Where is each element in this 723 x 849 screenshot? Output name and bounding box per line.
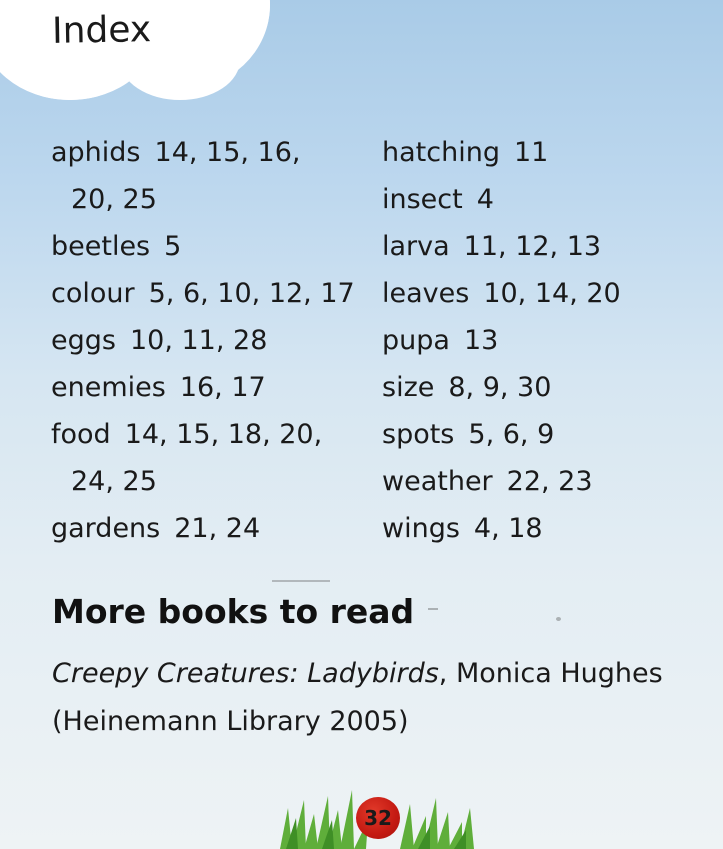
paper-speck [272, 580, 330, 582]
index-term: gardens [51, 513, 161, 544]
index-term: aphids [51, 137, 141, 168]
index-pages: 4 [476, 184, 494, 215]
index-term: spots [382, 419, 455, 450]
index-entry [382, 181, 682, 228]
index-list [51, 134, 691, 557]
index-entry [51, 416, 382, 463]
index-term: size [382, 372, 435, 403]
index-entry [382, 275, 682, 322]
index-pages: 10, 11, 28 [129, 325, 268, 356]
index-pages: 22, 23 [506, 466, 593, 497]
index-pages: 20, 25 [71, 184, 157, 215]
book-author: , Monica Hughes [438, 658, 663, 689]
index-term: enemies [51, 372, 166, 403]
page-number-badge: 32 [356, 797, 400, 839]
index-entry [51, 369, 382, 416]
index-entry [382, 463, 682, 510]
more-books-heading: More books to read [52, 592, 415, 631]
index-entry [382, 369, 682, 416]
index-term: colour [51, 278, 135, 309]
index-term: weather [382, 466, 493, 497]
paper-speck [556, 617, 561, 621]
index-entry [382, 134, 682, 181]
index-column-left [51, 134, 382, 557]
index-pages: 14, 15, 18, 20, [124, 419, 323, 450]
book-reference [52, 650, 663, 746]
index-heading: Index [51, 9, 152, 52]
index-pages: 10, 14, 20 [483, 278, 621, 309]
index-pages: 14, 15, 16, [154, 137, 301, 168]
index-term: wings [382, 513, 460, 544]
index-column-right [382, 134, 682, 557]
index-pages: 5, 6, 10, 12, 17 [148, 278, 355, 309]
index-entry [51, 275, 382, 322]
index-term: insect [382, 184, 463, 215]
index-entry [382, 416, 682, 463]
index-pages: 5, 6, 9 [468, 419, 555, 450]
index-entry [382, 510, 682, 557]
index-term: pupa [382, 325, 450, 356]
index-pages: 13 [463, 325, 499, 356]
index-entry-continuation [51, 181, 382, 228]
index-entry [51, 510, 382, 557]
index-entry [51, 228, 382, 275]
index-entry [51, 134, 382, 181]
index-entry [51, 322, 382, 369]
index-entry [382, 322, 682, 369]
index-entry-continuation [51, 463, 382, 510]
index-pages: 24, 25 [71, 466, 157, 497]
index-pages: 16, 17 [179, 372, 266, 403]
index-pages: 8, 9, 30 [448, 372, 552, 403]
index-pages: 11 [513, 137, 549, 168]
index-pages: 4, 18 [473, 513, 543, 544]
index-pages: 11, 12, 13 [463, 231, 602, 262]
index-pages: 21, 24 [174, 513, 261, 544]
index-term: larva [382, 231, 450, 262]
index-pages: 5 [164, 231, 182, 262]
index-term: leaves [382, 278, 470, 309]
book-title: Creepy Creatures: Ladybirds [52, 658, 439, 689]
book-publisher: (Heinemann Library 2005) [52, 706, 409, 737]
paper-speck [428, 608, 438, 610]
index-term: eggs [51, 325, 116, 356]
index-term: beetles [51, 231, 151, 262]
index-term: food [51, 419, 111, 450]
index-entry [382, 228, 682, 275]
index-term: hatching [382, 137, 500, 168]
